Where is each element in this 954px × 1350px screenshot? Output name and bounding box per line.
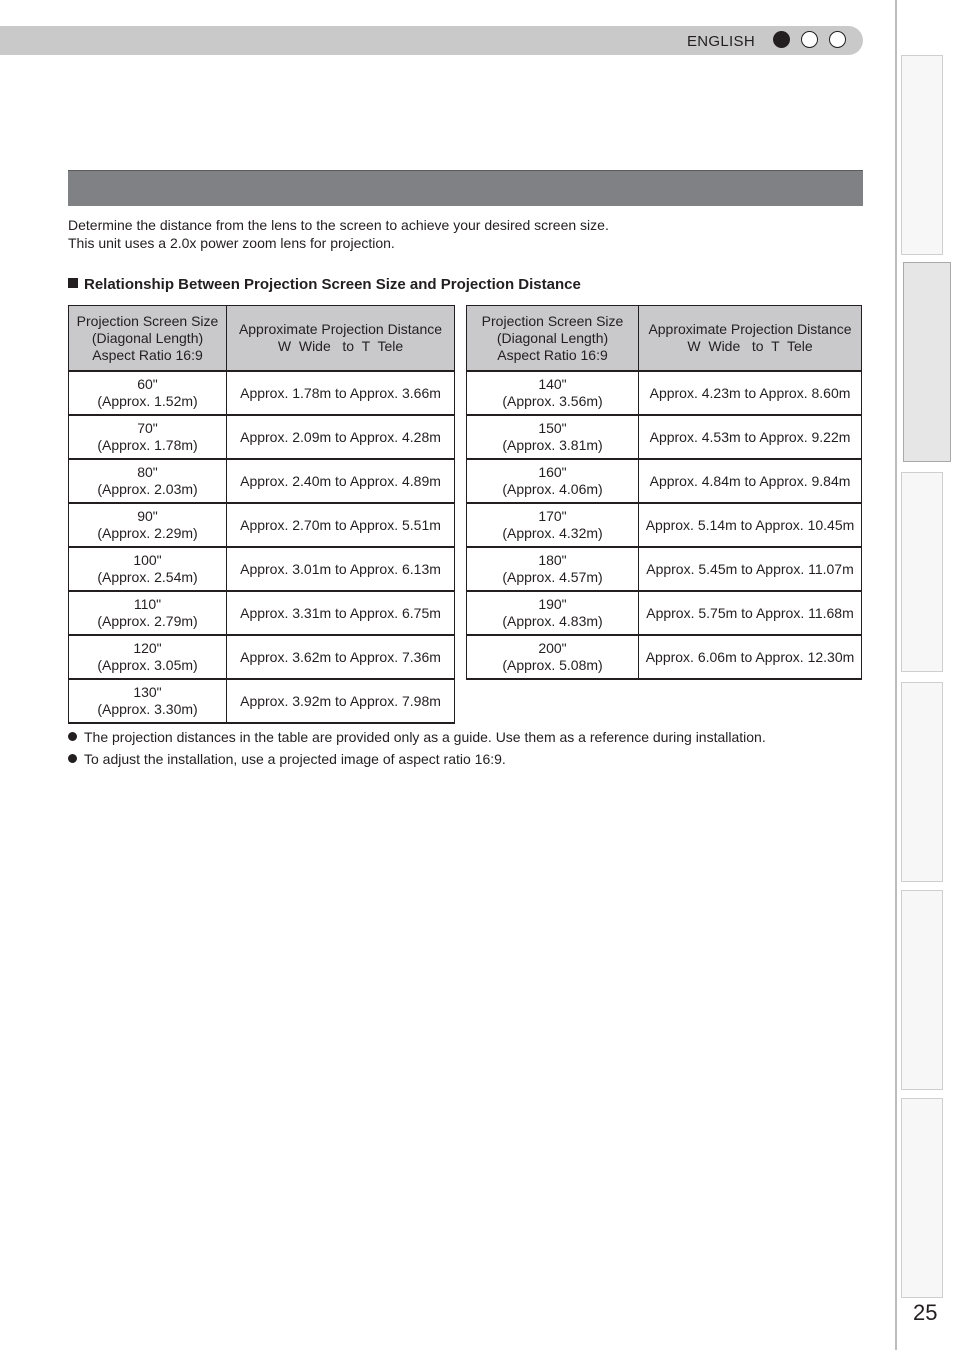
size-metric: (Approx. 3.05m) — [97, 657, 198, 673]
header-line: (Diagonal Length) — [91, 329, 204, 346]
distance-cell: Approx. 6.06m to Approx. 12.30m — [639, 635, 862, 679]
section-title-bar — [68, 170, 863, 206]
square-bullet-icon — [68, 278, 78, 288]
size-inches: 90" — [137, 508, 158, 524]
distance-table-right — [466, 305, 862, 680]
size-metric: (Approx. 3.81m) — [502, 437, 603, 453]
table-row — [69, 371, 455, 415]
table-row — [467, 459, 862, 503]
screen-size-cell — [467, 547, 639, 591]
size-metric: (Approx. 1.52m) — [97, 393, 198, 409]
screen-size-cell — [69, 635, 227, 679]
distance-cell: Approx. 2.70m to Approx. 5.51m — [227, 503, 455, 547]
size-inches: 80" — [137, 464, 158, 480]
size-inches: 70" — [137, 420, 158, 436]
side-tab[interactable] — [901, 1098, 943, 1298]
screen-size-cell — [69, 371, 227, 415]
screen-size-cell — [467, 591, 639, 635]
empty-circle-icon — [829, 31, 846, 48]
intro-text — [68, 216, 609, 252]
screen-size-cell — [467, 635, 639, 679]
distance-cell: Approx. 5.75m to Approx. 11.68m — [639, 591, 862, 635]
screen-size-cell — [467, 415, 639, 459]
size-inches: 100" — [133, 552, 162, 568]
subheading-text: Relationship Between Projection Screen Size and Projection Distance — [84, 276, 581, 293]
size-inches: 160" — [538, 464, 567, 480]
note-item — [68, 726, 766, 748]
distance-cell: Approx. 5.14m to Approx. 10.45m — [639, 503, 862, 547]
table-row — [467, 635, 862, 679]
side-tab[interactable] — [901, 472, 943, 672]
distance-cell: Approx. 2.40m to Approx. 4.89m — [227, 459, 455, 503]
distance-cell: Approx. 1.78m to Approx. 3.66m — [227, 371, 455, 415]
size-inches: 180" — [538, 552, 567, 568]
size-metric: (Approx. 3.56m) — [502, 393, 603, 409]
screen-size-cell — [467, 371, 639, 415]
table-row — [467, 415, 862, 459]
distance-cell: Approx. 4.84m to Approx. 9.84m — [639, 459, 862, 503]
screen-size-cell — [69, 591, 227, 635]
table-row — [467, 591, 862, 635]
table-row — [69, 591, 455, 635]
size-metric: (Approx. 4.83m) — [502, 613, 603, 629]
distance-cell: Approx. 3.31m to Approx. 6.75m — [227, 591, 455, 635]
size-inches: 200" — [538, 640, 567, 656]
size-metric: (Approx. 4.06m) — [502, 481, 603, 497]
screen-size-cell — [69, 547, 227, 591]
size-metric: (Approx. 3.30m) — [97, 701, 198, 717]
intro-line: This unit uses a 2.0x power zoom lens for projection. — [68, 235, 395, 251]
size-inches: 190" — [538, 596, 567, 612]
header-line: Aspect Ratio 16:9 — [92, 346, 203, 363]
distance-cell: Approx. 3.92m to Approx. 7.98m — [227, 679, 455, 723]
distance-cell: Approx. 2.09m to Approx. 4.28m — [227, 415, 455, 459]
screen-size-cell — [69, 415, 227, 459]
table-row — [69, 679, 455, 723]
table-row — [69, 459, 455, 503]
distance-cell: Approx. 3.62m to Approx. 7.36m — [227, 635, 455, 679]
screen-size-cell — [69, 459, 227, 503]
note-item — [68, 748, 766, 770]
distance-cell: Approx. 4.23m to Approx. 8.60m — [639, 371, 862, 415]
header-line: Approximate Projection Distance — [238, 321, 443, 337]
filled-circle-icon — [773, 31, 790, 48]
size-metric: (Approx. 1.78m) — [97, 437, 198, 453]
column-header-size — [69, 306, 227, 372]
table-row — [467, 371, 862, 415]
size-inches: 110" — [133, 596, 162, 612]
header-line: Aspect Ratio 16:9 — [497, 346, 608, 363]
size-metric: (Approx. 2.03m) — [97, 481, 198, 497]
column-header-distance — [639, 306, 862, 372]
screen-size-cell — [69, 503, 227, 547]
intro-line: Determine the distance from the lens to the screen to achieve your desired screen size. — [68, 217, 609, 233]
header-line: Approximate Projection Distance — [648, 321, 852, 337]
screen-size-cell — [69, 679, 227, 723]
side-tab[interactable] — [901, 890, 943, 1090]
size-metric: (Approx. 4.57m) — [502, 569, 603, 585]
size-inches: 60" — [137, 376, 158, 392]
table-row — [467, 547, 862, 591]
empty-circle-icon — [801, 31, 818, 48]
screen-size-cell — [467, 459, 639, 503]
header-line: (Diagonal Length) — [496, 329, 609, 346]
note-text: To adjust the installation, use a projected image of aspect ratio 16:9. — [84, 751, 506, 767]
size-metric: (Approx. 2.29m) — [97, 525, 198, 541]
column-header-size — [467, 306, 639, 372]
side-tab[interactable] — [901, 682, 943, 882]
column-header-distance — [227, 306, 455, 372]
bullet-icon — [68, 754, 77, 763]
bullet-icon — [68, 732, 77, 741]
screen-size-cell — [467, 503, 639, 547]
size-inches: 120" — [133, 640, 162, 656]
side-tab-active[interactable] — [903, 262, 951, 462]
table-row — [69, 415, 455, 459]
size-inches: 140" — [538, 376, 567, 392]
side-tab[interactable] — [901, 55, 943, 255]
distance-cell: Approx. 5.45m to Approx. 11.07m — [639, 547, 862, 591]
header-line: Projection Screen Size — [76, 312, 219, 329]
distance-cell: Approx. 3.01m to Approx. 6.13m — [227, 547, 455, 591]
size-metric: (Approx. 4.32m) — [502, 525, 603, 541]
subheading — [68, 276, 581, 293]
table-row — [69, 547, 455, 591]
header-line: W Wide to T Tele — [687, 338, 813, 354]
distance-table-left — [68, 305, 455, 724]
size-inches: 150" — [538, 420, 567, 436]
table-row — [467, 503, 862, 547]
table-row — [69, 503, 455, 547]
side-divider — [895, 0, 897, 1350]
size-inches: 130" — [133, 684, 162, 700]
note-text: The projection distances in the table are provided only as a guide. Use them as a reference during installation. — [84, 729, 766, 745]
page-number: 25 — [913, 1300, 938, 1325]
distance-cell: Approx. 4.53m to Approx. 9.22m — [639, 415, 862, 459]
header-line: Projection Screen Size — [481, 312, 624, 329]
size-metric: (Approx. 2.54m) — [97, 569, 198, 585]
language-label: ENGLISH — [687, 33, 755, 50]
notes-list — [68, 726, 766, 770]
size-metric: (Approx. 5.08m) — [502, 657, 603, 673]
header-line: W Wide to T Tele — [277, 338, 404, 354]
table-row — [69, 635, 455, 679]
size-inches: 170" — [538, 508, 567, 524]
size-metric: (Approx. 2.79m) — [97, 613, 198, 629]
